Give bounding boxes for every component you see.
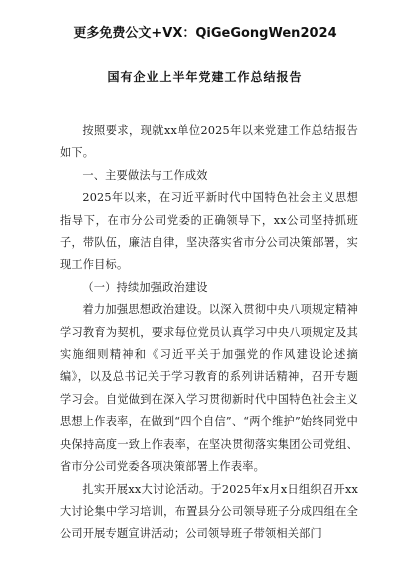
paragraph-intro: 按照要求，现就xx单位2025年以来党建工作总结报告如下。 bbox=[60, 124, 358, 160]
document-header: 更多免费公文+VX：QiGeGongWen2024 bbox=[73, 26, 337, 41]
subsection-heading: （一）持续加强政治建设 bbox=[82, 280, 208, 294]
section-heading: 一、主要做法与工作成效 bbox=[82, 168, 208, 182]
paragraph-discussion: 扎实开展xx大讨论活动。于2025年x月x日组织召开xx大讨论集中学习培训，布置县分公司领导班子分成四组在全公司开展专题宣讲活动；公司领导班子带领相关部门 bbox=[60, 482, 358, 541]
document-title: 国有企业上半年党建工作总结报告 bbox=[107, 70, 303, 84]
paragraph-overview: 2025年以来，在习近平新时代中国特色社会主义思想指导下，在市分公司党委的正确领导下，xx公司坚持抓班子，带队伍，廉洁自律，坚决落实省市分公司决策部署，实现工作目标。 bbox=[60, 191, 358, 272]
document-body bbox=[60, 120, 358, 546]
paragraph-political: 着力加强思想政治建设。以深入贯彻中央八项规定精神学习教育为契机，要求每位党员认真学习中央八项规定及其实施细则精神和《习近平关于加强党的作风建设论述摘编》，以及总书记关于学习教育的系列讲话精神，召开专题学习会。自觉做到在深入学习贯彻新时代中国特色社会主义思想上作表率，在做到“四个自信”、“两个维护”始终同党中央保持高度一致上作表率，在坚决贯彻落实集团公司党组、省市分公司党委各项决策部署上作表率。 bbox=[60, 303, 358, 474]
